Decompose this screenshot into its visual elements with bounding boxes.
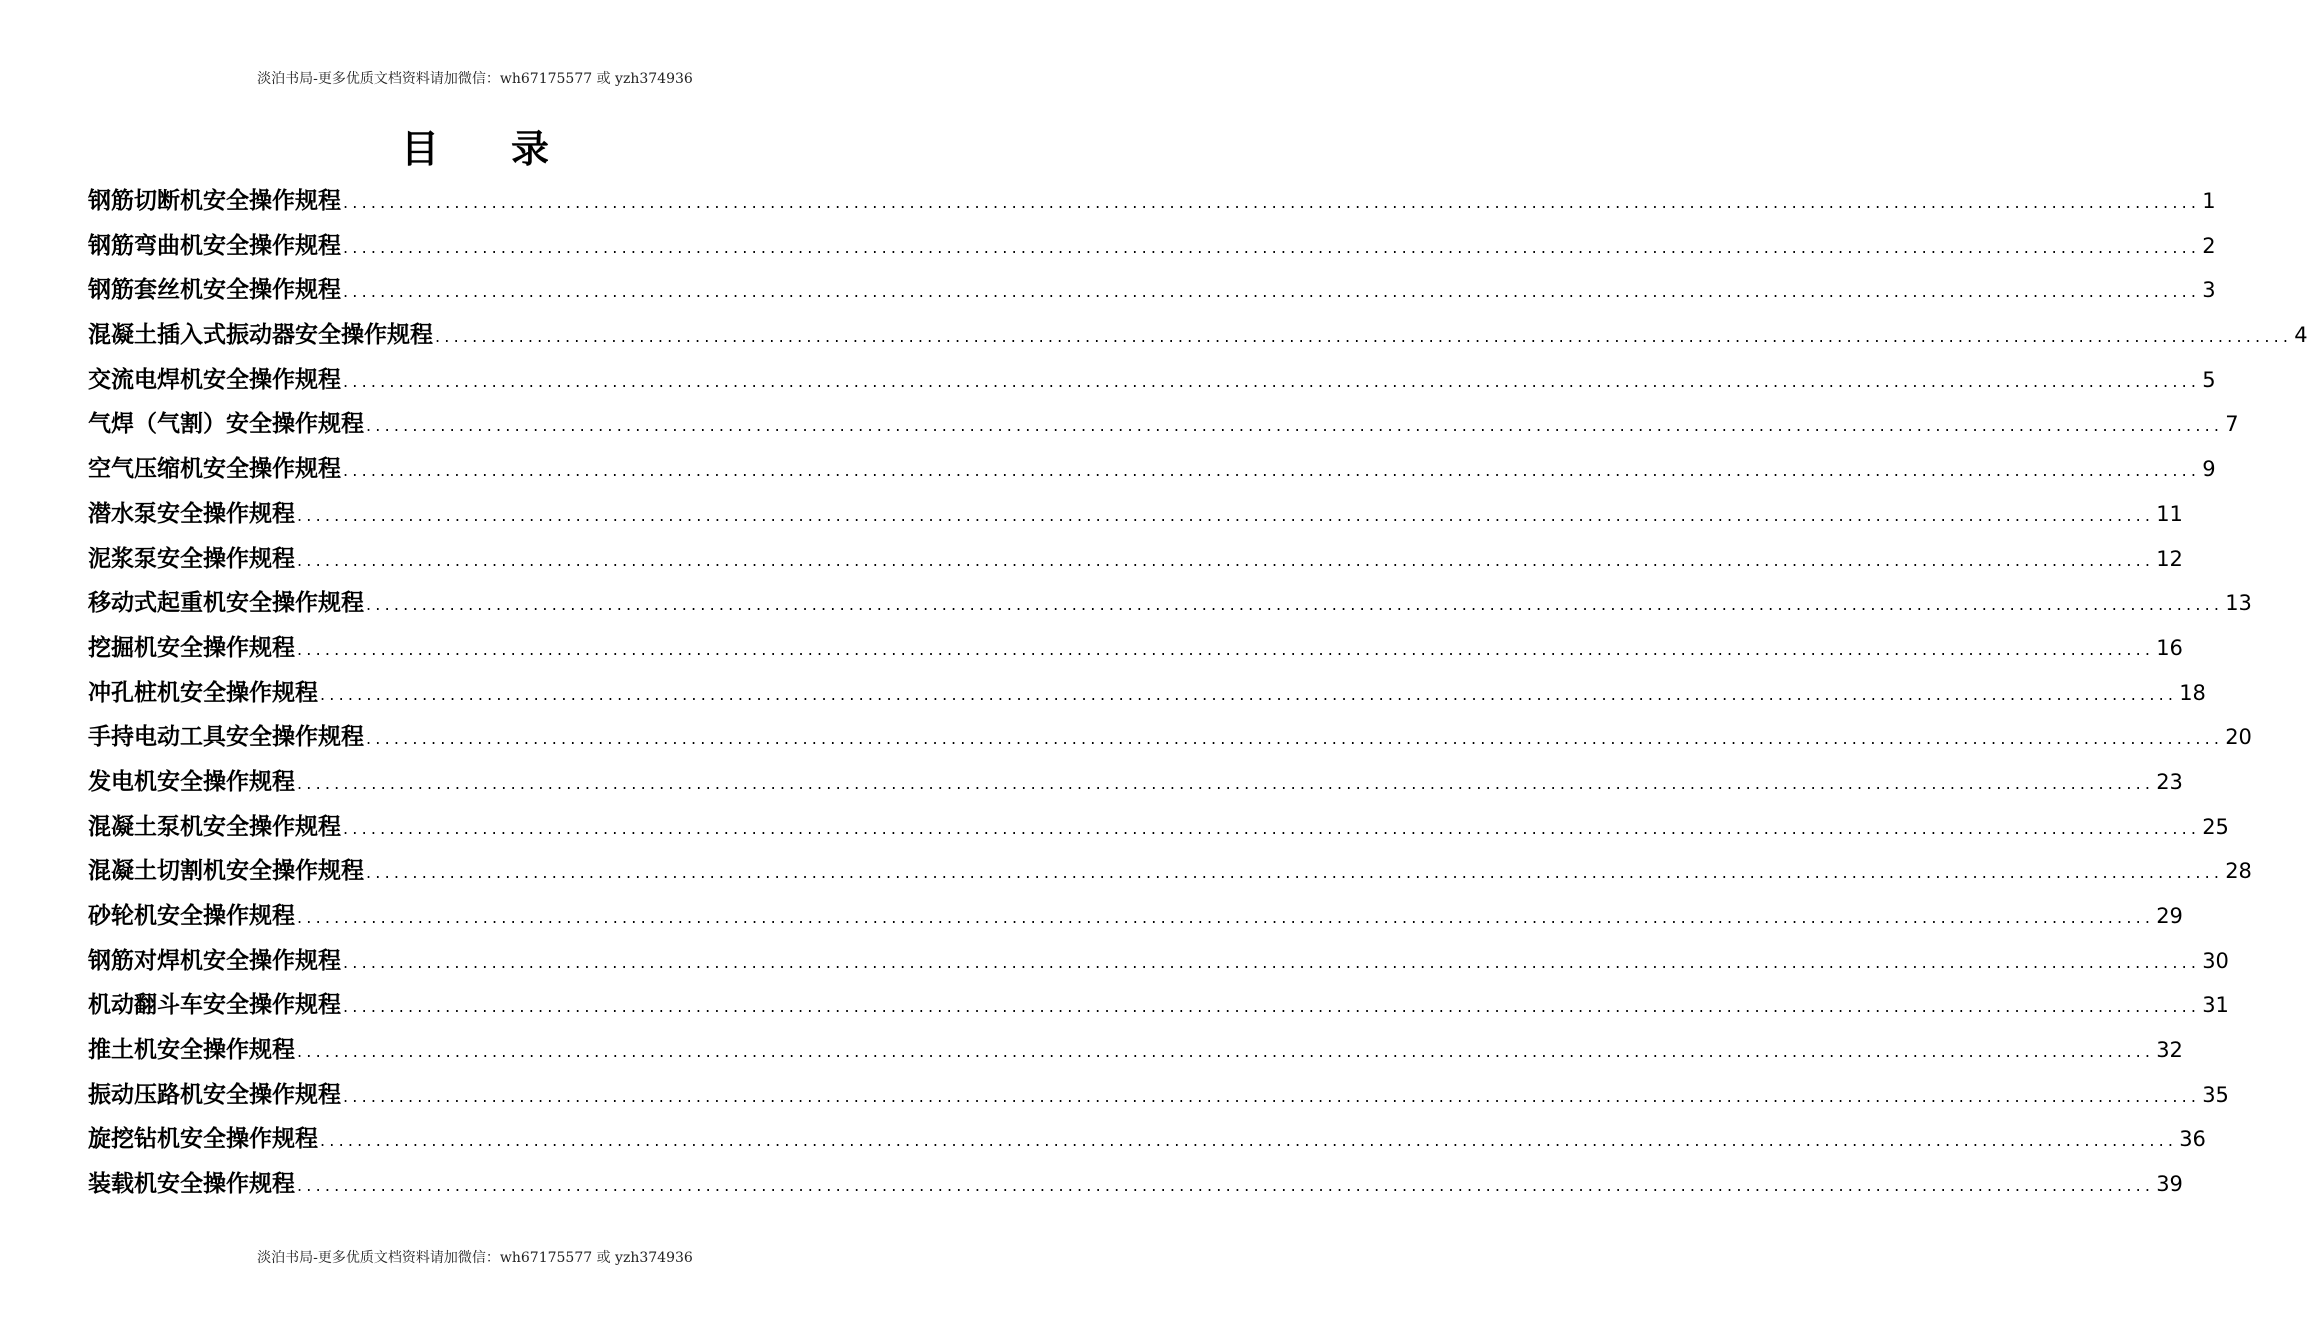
toc-dot-leader: ........................................................................................................................................................................................................ [366, 595, 2224, 615]
page-header-note: 淡泊书局-更多优质文档资料请加微信：wh67175577 或 yzh374936 [257, 71, 693, 87]
toc-entry[interactable] [88, 584, 2252, 629]
toc-dot-leader: ........................................................................................................................................................................................................ [343, 371, 2201, 391]
toc-dot-leader: ........................................................................................................................................................................................................ [297, 505, 2155, 525]
toc-entry-title: 砂轮机安全操作规程 [88, 903, 295, 929]
toc-entry[interactable] [88, 674, 2206, 719]
table-of-contents [88, 182, 2308, 1210]
toc-entry[interactable] [88, 182, 2216, 227]
toc-dot-leader: ........................................................................................................................................................................................................ [343, 461, 2201, 481]
toc-entry[interactable] [88, 227, 2216, 272]
toc-entry-title: 旋挖钻机安全操作规程 [88, 1126, 318, 1153]
toc-page-number: 32 [2156, 1038, 2183, 1063]
toc-dot-leader: ........................................................................................................................................................................................................ [320, 1131, 2178, 1151]
toc-page-number: 16 [2156, 635, 2183, 660]
toc-page-number: 28 [2225, 859, 2252, 884]
toc-entry-title: 钢筋套丝机安全操作规程 [88, 277, 341, 304]
toc-entry[interactable] [88, 316, 2308, 361]
toc-page-number: 36 [2179, 1127, 2206, 1152]
toc-page-number: 31 [2202, 993, 2229, 1018]
toc-entry[interactable] [88, 763, 2183, 808]
toc-entry-title: 泥浆泵安全操作规程 [88, 545, 295, 572]
toc-entry-title: 移动式起重机安全操作规程 [88, 590, 364, 617]
toc-entry-title: 振动压路机安全操作规程 [88, 1081, 341, 1108]
toc-entry-title: 发电机安全操作规程 [88, 768, 295, 795]
toc-dot-leader: ........................................................................................................................................................................................................ [297, 639, 2155, 659]
toc-entry-title: 冲孔桩机安全操作规程 [88, 679, 318, 706]
toc-entry[interactable] [88, 1076, 2229, 1121]
toc-entry[interactable] [88, 540, 2183, 585]
toc-page-number: 12 [2156, 546, 2183, 571]
toc-dot-leader: ........................................................................................................................................................................................................ [297, 1176, 2155, 1196]
toc-page-number: 25 [2202, 814, 2229, 839]
toc-dot-leader: ........................................................................................................................................................................................................ [343, 193, 2201, 212]
page-title: 目录 [400, 127, 621, 171]
toc-dot-leader: ........................................................................................................................................................................................................ [297, 908, 2155, 927]
toc-page-number: 1 [2202, 189, 2216, 213]
toc-entry-title: 空气压缩机安全操作规程 [88, 456, 341, 483]
toc-entry-title: 手持电动工具安全操作规程 [88, 724, 364, 751]
toc-entry-title: 钢筋弯曲机安全操作规程 [88, 232, 341, 259]
toc-dot-leader: ........................................................................................................................................................................................................ [297, 1042, 2155, 1062]
toc-page-number: 4 [2294, 323, 2308, 348]
toc-page-number: 2 [2202, 233, 2216, 258]
toc-entry-title: 气焊（气割）安全操作规程 [88, 411, 364, 438]
toc-entry-title: 混凝土插入式振动器安全操作规程 [88, 322, 433, 349]
toc-page-number: 18 [2179, 680, 2206, 705]
toc-dot-leader: ........................................................................................................................................................................................................ [297, 550, 2155, 570]
toc-entry-title: 机动翻斗车安全操作规程 [88, 992, 341, 1019]
toc-page-number: 39 [2156, 1172, 2183, 1197]
toc-page-number: 5 [2202, 367, 2216, 392]
toc-entry-title: 交流电焊机安全操作规程 [88, 366, 341, 393]
toc-entry[interactable] [88, 986, 2229, 1031]
toc-page-number: 13 [2225, 591, 2252, 616]
toc-entry[interactable] [88, 942, 2229, 987]
toc-dot-leader: ........................................................................................................................................................................................................ [366, 416, 2224, 436]
toc-entry[interactable] [88, 405, 2239, 450]
toc-page-number: 9 [2202, 457, 2216, 482]
page-footer-note: 淡泊书局-更多优质文档资料请加微信：wh67175577 或 yzh374936 [257, 1250, 693, 1266]
toc-entry[interactable] [88, 450, 2216, 495]
toc-page-number: 11 [2156, 501, 2183, 526]
toc-entry[interactable] [88, 495, 2183, 540]
toc-entry[interactable] [88, 271, 2216, 316]
toc-entry-title: 混凝土泵机安全操作规程 [88, 813, 341, 840]
toc-page-number: 29 [2156, 904, 2183, 928]
toc-entry-title: 钢筋对焊机安全操作规程 [88, 947, 341, 974]
toc-page-number: 20 [2225, 725, 2252, 750]
toc-dot-leader: ........................................................................................................................................................................................................ [366, 729, 2224, 749]
toc-entry[interactable] [88, 1120, 2206, 1165]
toc-dot-leader: ........................................................................................................................................................................................................ [343, 952, 2201, 972]
toc-entry[interactable] [88, 1031, 2183, 1076]
toc-entry[interactable] [88, 852, 2252, 897]
toc-entry-title: 装载机安全操作规程 [88, 1171, 295, 1198]
toc-entry-title: 钢筋切断机安全操作规程 [88, 188, 341, 214]
toc-dot-leader: ........................................................................................................................................................................................................ [297, 773, 2155, 793]
toc-page-number: 23 [2156, 769, 2183, 794]
toc-dot-leader: ........................................................................................................................................................................................................ [343, 237, 2201, 257]
toc-dot-leader: ........................................................................................................................................................................................................ [343, 997, 2201, 1017]
toc-entry-title: 推土机安全操作规程 [88, 1037, 295, 1064]
toc-entry-title: 挖掘机安全操作规程 [88, 634, 295, 661]
toc-entry[interactable] [88, 1165, 2183, 1210]
toc-entry[interactable] [88, 629, 2183, 674]
toc-dot-leader: ........................................................................................................................................................................................................ [343, 818, 2201, 838]
toc-page-number: 30 [2202, 948, 2229, 973]
toc-entry[interactable] [88, 718, 2252, 763]
toc-entry-title: 混凝土切割机安全操作规程 [88, 858, 364, 885]
toc-dot-leader: ........................................................................................................................................................................................................ [366, 863, 2224, 883]
toc-dot-leader: ........................................................................................................................................................................................................ [435, 327, 2293, 347]
toc-dot-leader: ........................................................................................................................................................................................................ [343, 282, 2201, 302]
toc-entry-title: 潜水泵安全操作规程 [88, 500, 295, 527]
toc-entry[interactable] [88, 361, 2216, 406]
toc-entry[interactable] [88, 897, 2183, 942]
toc-dot-leader: ........................................................................................................................................................................................................ [343, 1086, 2201, 1106]
toc-entry[interactable] [88, 808, 2229, 853]
toc-dot-leader: ........................................................................................................................................................................................................ [320, 684, 2178, 704]
toc-page-number: 7 [2225, 412, 2239, 437]
toc-page-number: 35 [2202, 1082, 2229, 1107]
toc-page-number: 3 [2202, 278, 2216, 303]
